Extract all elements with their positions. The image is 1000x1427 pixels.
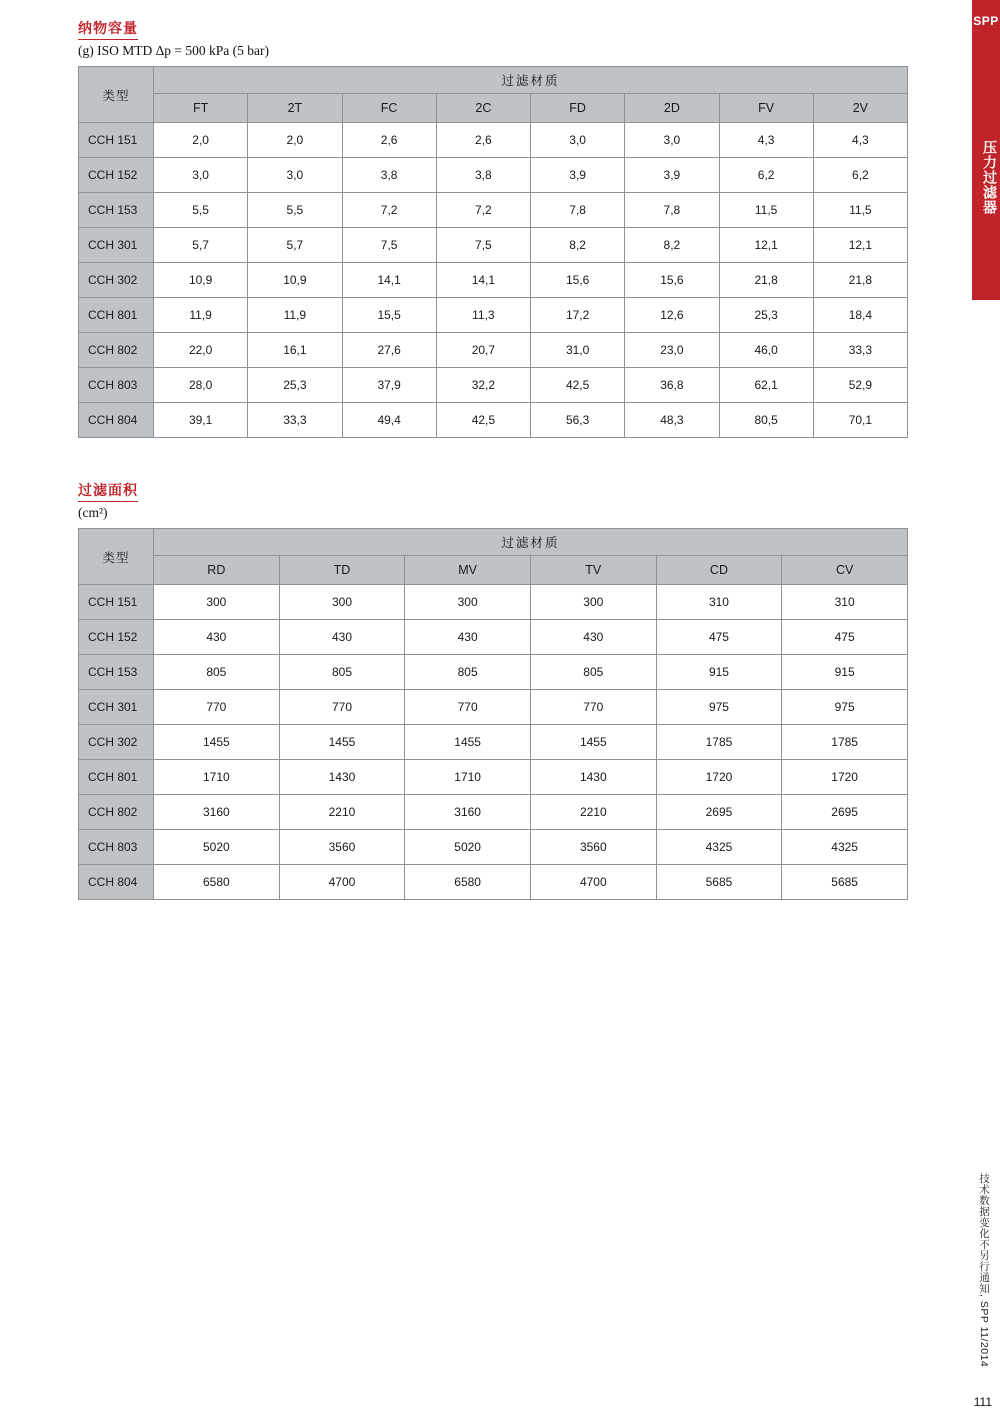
cell-value: 25,3 xyxy=(719,298,813,333)
cell-value: 11,3 xyxy=(436,298,530,333)
cell-value: 5020 xyxy=(405,830,531,865)
cell-value: 1785 xyxy=(656,725,782,760)
table-row xyxy=(79,795,908,830)
header-col-fd: FD xyxy=(531,94,625,123)
header-col-tv: TV xyxy=(530,556,656,585)
cell-value: 16,1 xyxy=(248,333,342,368)
cell-value: 3560 xyxy=(279,830,405,865)
row-type: CCH 153 xyxy=(79,193,154,228)
cell-value: 37,9 xyxy=(342,368,436,403)
cell-value: 5685 xyxy=(656,865,782,900)
cell-value: 25,3 xyxy=(248,368,342,403)
cell-value: 770 xyxy=(279,690,405,725)
cell-value: 39,1 xyxy=(154,403,248,438)
cell-value: 5685 xyxy=(782,865,908,900)
table-row xyxy=(79,655,908,690)
header-col-2v: 2V xyxy=(813,94,907,123)
cell-value: 2,0 xyxy=(248,123,342,158)
cell-value: 2,6 xyxy=(436,123,530,158)
cell-value: 805 xyxy=(154,655,280,690)
cell-value: 300 xyxy=(154,585,280,620)
header-type: 类型 xyxy=(79,529,154,585)
cell-value: 3160 xyxy=(154,795,280,830)
table-row xyxy=(79,585,908,620)
header-col-rd: RD xyxy=(154,556,280,585)
cell-value: 4325 xyxy=(782,830,908,865)
cell-value: 805 xyxy=(405,655,531,690)
cell-value: 1430 xyxy=(279,760,405,795)
cell-value: 15,6 xyxy=(531,263,625,298)
cell-value: 430 xyxy=(279,620,405,655)
cell-value: 3160 xyxy=(405,795,531,830)
cell-value: 12,1 xyxy=(719,228,813,263)
side-tab-spp xyxy=(972,0,1000,300)
table-row xyxy=(79,158,908,193)
cell-value: 2,6 xyxy=(342,123,436,158)
cell-value: 6,2 xyxy=(719,158,813,193)
footer-disclaimer: 技术数据变化不另行通知, SPP 11/2014 xyxy=(978,1172,990,1367)
cell-value: 42,5 xyxy=(436,403,530,438)
cell-value: 23,0 xyxy=(625,333,719,368)
table-row xyxy=(79,830,908,865)
cell-value: 4,3 xyxy=(813,123,907,158)
cell-value: 15,6 xyxy=(625,263,719,298)
header-filter-material: 过滤材质 xyxy=(154,67,908,94)
cell-value: 1710 xyxy=(405,760,531,795)
cell-value: 7,2 xyxy=(436,193,530,228)
cell-value: 1720 xyxy=(656,760,782,795)
section-subtitle: (cm²) xyxy=(78,505,108,520)
header-col-fv: FV xyxy=(719,94,813,123)
cell-value: 5,7 xyxy=(248,228,342,263)
cell-value: 3,0 xyxy=(625,123,719,158)
cell-value: 62,1 xyxy=(719,368,813,403)
cell-value: 1710 xyxy=(154,760,280,795)
cell-value: 7,2 xyxy=(342,193,436,228)
table-row xyxy=(79,193,908,228)
cell-value: 36,8 xyxy=(625,368,719,403)
header-col-cd: CD xyxy=(656,556,782,585)
table-header-columns-row xyxy=(79,94,908,123)
table-row xyxy=(79,690,908,725)
section-title: 纳物容量 xyxy=(78,18,138,40)
row-type: CCH 804 xyxy=(79,403,154,438)
row-type: CCH 802 xyxy=(79,333,154,368)
table-row xyxy=(79,620,908,655)
table-row xyxy=(79,333,908,368)
cell-value: 6580 xyxy=(154,865,280,900)
cell-value: 2695 xyxy=(782,795,908,830)
cell-value: 20,7 xyxy=(436,333,530,368)
cell-value: 2695 xyxy=(656,795,782,830)
header-col-fc: FC xyxy=(342,94,436,123)
cell-value: 1455 xyxy=(530,725,656,760)
row-type: CCH 804 xyxy=(79,865,154,900)
cell-value: 7,8 xyxy=(531,193,625,228)
row-type: CCH 151 xyxy=(79,123,154,158)
cell-value: 310 xyxy=(782,585,908,620)
row-type: CCH 801 xyxy=(79,298,154,333)
cell-value: 6,2 xyxy=(813,158,907,193)
cell-value: 1455 xyxy=(154,725,280,760)
cell-value: 7,8 xyxy=(625,193,719,228)
cell-value: 770 xyxy=(405,690,531,725)
cell-value: 8,2 xyxy=(625,228,719,263)
cell-value: 3,0 xyxy=(531,123,625,158)
table-row xyxy=(79,298,908,333)
cell-value: 17,2 xyxy=(531,298,625,333)
cell-value: 8,2 xyxy=(531,228,625,263)
row-type: CCH 151 xyxy=(79,585,154,620)
cell-value: 21,8 xyxy=(719,263,813,298)
table-row xyxy=(79,865,908,900)
cell-value: 42,5 xyxy=(531,368,625,403)
side-tab-vertical-label: 压力过滤器 xyxy=(982,140,998,215)
table-dirt-holding-capacity xyxy=(78,66,908,438)
table-row xyxy=(79,725,908,760)
page-content xyxy=(78,18,908,900)
cell-value: 7,5 xyxy=(342,228,436,263)
table-row xyxy=(79,228,908,263)
cell-value: 805 xyxy=(279,655,405,690)
cell-value: 5,5 xyxy=(248,193,342,228)
row-type: CCH 301 xyxy=(79,690,154,725)
table-row xyxy=(79,368,908,403)
cell-value: 4700 xyxy=(530,865,656,900)
cell-value: 2210 xyxy=(530,795,656,830)
cell-value: 975 xyxy=(656,690,782,725)
cell-value: 5,5 xyxy=(154,193,248,228)
table-header-group-row xyxy=(79,529,908,556)
cell-value: 4325 xyxy=(656,830,782,865)
cell-value: 2210 xyxy=(279,795,405,830)
header-type: 类型 xyxy=(79,67,154,123)
cell-value: 12,6 xyxy=(625,298,719,333)
section-filter-area xyxy=(78,480,908,900)
cell-value: 10,9 xyxy=(248,263,342,298)
cell-value: 3,9 xyxy=(625,158,719,193)
cell-value: 1720 xyxy=(782,760,908,795)
table-row xyxy=(79,403,908,438)
cell-value: 300 xyxy=(405,585,531,620)
section-subtitle: (g) ISO MTD Δp = 500 kPa (5 bar) xyxy=(78,43,270,58)
cell-value: 6580 xyxy=(405,865,531,900)
cell-value: 18,4 xyxy=(813,298,907,333)
cell-value: 4700 xyxy=(279,865,405,900)
table-filter-area xyxy=(78,528,908,900)
cell-value: 300 xyxy=(279,585,405,620)
cell-value: 475 xyxy=(656,620,782,655)
cell-value: 27,6 xyxy=(342,333,436,368)
cell-value: 80,5 xyxy=(719,403,813,438)
row-type: CCH 803 xyxy=(79,368,154,403)
cell-value: 11,5 xyxy=(813,193,907,228)
section-spacer xyxy=(78,438,908,480)
row-type: CCH 152 xyxy=(79,158,154,193)
table-row xyxy=(79,760,908,795)
cell-value: 12,1 xyxy=(813,228,907,263)
cell-value: 430 xyxy=(530,620,656,655)
cell-value: 4,3 xyxy=(719,123,813,158)
row-type: CCH 801 xyxy=(79,760,154,795)
cell-value: 310 xyxy=(656,585,782,620)
cell-value: 5,7 xyxy=(154,228,248,263)
cell-value: 805 xyxy=(530,655,656,690)
cell-value: 33,3 xyxy=(248,403,342,438)
cell-value: 11,5 xyxy=(719,193,813,228)
cell-value: 3,9 xyxy=(531,158,625,193)
cell-value: 31,0 xyxy=(531,333,625,368)
cell-value: 3,0 xyxy=(154,158,248,193)
section-title: 过滤面积 xyxy=(78,480,138,502)
header-col-2d: 2D xyxy=(625,94,719,123)
cell-value: 3,0 xyxy=(248,158,342,193)
row-type: CCH 302 xyxy=(79,263,154,298)
cell-value: 11,9 xyxy=(248,298,342,333)
cell-value: 46,0 xyxy=(719,333,813,368)
section-dirt-holding-capacity xyxy=(78,18,908,438)
cell-value: 1455 xyxy=(279,725,405,760)
page-number: 111 xyxy=(973,1395,992,1409)
table-row xyxy=(79,263,908,298)
cell-value: 5020 xyxy=(154,830,280,865)
cell-value: 430 xyxy=(154,620,280,655)
cell-value: 1455 xyxy=(405,725,531,760)
cell-value: 1785 xyxy=(782,725,908,760)
cell-value: 15,5 xyxy=(342,298,436,333)
cell-value: 3,8 xyxy=(436,158,530,193)
row-type: CCH 802 xyxy=(79,795,154,830)
cell-value: 33,3 xyxy=(813,333,907,368)
cell-value: 14,1 xyxy=(342,263,436,298)
cell-value: 975 xyxy=(782,690,908,725)
cell-value: 49,4 xyxy=(342,403,436,438)
cell-value: 915 xyxy=(656,655,782,690)
header-col-2t: 2T xyxy=(248,94,342,123)
row-type: CCH 302 xyxy=(79,725,154,760)
cell-value: 21,8 xyxy=(813,263,907,298)
cell-value: 300 xyxy=(530,585,656,620)
cell-value: 3560 xyxy=(530,830,656,865)
header-col-2c: 2C xyxy=(436,94,530,123)
header-col-td: TD xyxy=(279,556,405,585)
cell-value: 475 xyxy=(782,620,908,655)
row-type: CCH 152 xyxy=(79,620,154,655)
cell-value: 770 xyxy=(154,690,280,725)
cell-value: 22,0 xyxy=(154,333,248,368)
cell-value: 48,3 xyxy=(625,403,719,438)
cell-value: 770 xyxy=(530,690,656,725)
header-col-mv: MV xyxy=(405,556,531,585)
cell-value: 10,9 xyxy=(154,263,248,298)
cell-value: 915 xyxy=(782,655,908,690)
row-type: CCH 803 xyxy=(79,830,154,865)
cell-value: 430 xyxy=(405,620,531,655)
table-header-columns-row xyxy=(79,556,908,585)
cell-value: 28,0 xyxy=(154,368,248,403)
cell-value: 70,1 xyxy=(813,403,907,438)
header-col-cv: CV xyxy=(782,556,908,585)
header-col-ft: FT xyxy=(154,94,248,123)
cell-value: 7,5 xyxy=(436,228,530,263)
cell-value: 52,9 xyxy=(813,368,907,403)
cell-value: 1430 xyxy=(530,760,656,795)
cell-value: 2,0 xyxy=(154,123,248,158)
row-type: CCH 301 xyxy=(79,228,154,263)
cell-value: 56,3 xyxy=(531,403,625,438)
cell-value: 3,8 xyxy=(342,158,436,193)
cell-value: 32,2 xyxy=(436,368,530,403)
table-header-group-row xyxy=(79,67,908,94)
cell-value: 14,1 xyxy=(436,263,530,298)
table-row xyxy=(79,123,908,158)
side-tab-code: SPP xyxy=(973,14,999,28)
cell-value: 11,9 xyxy=(154,298,248,333)
header-filter-material: 过滤材质 xyxy=(154,529,908,556)
row-type: CCH 153 xyxy=(79,655,154,690)
